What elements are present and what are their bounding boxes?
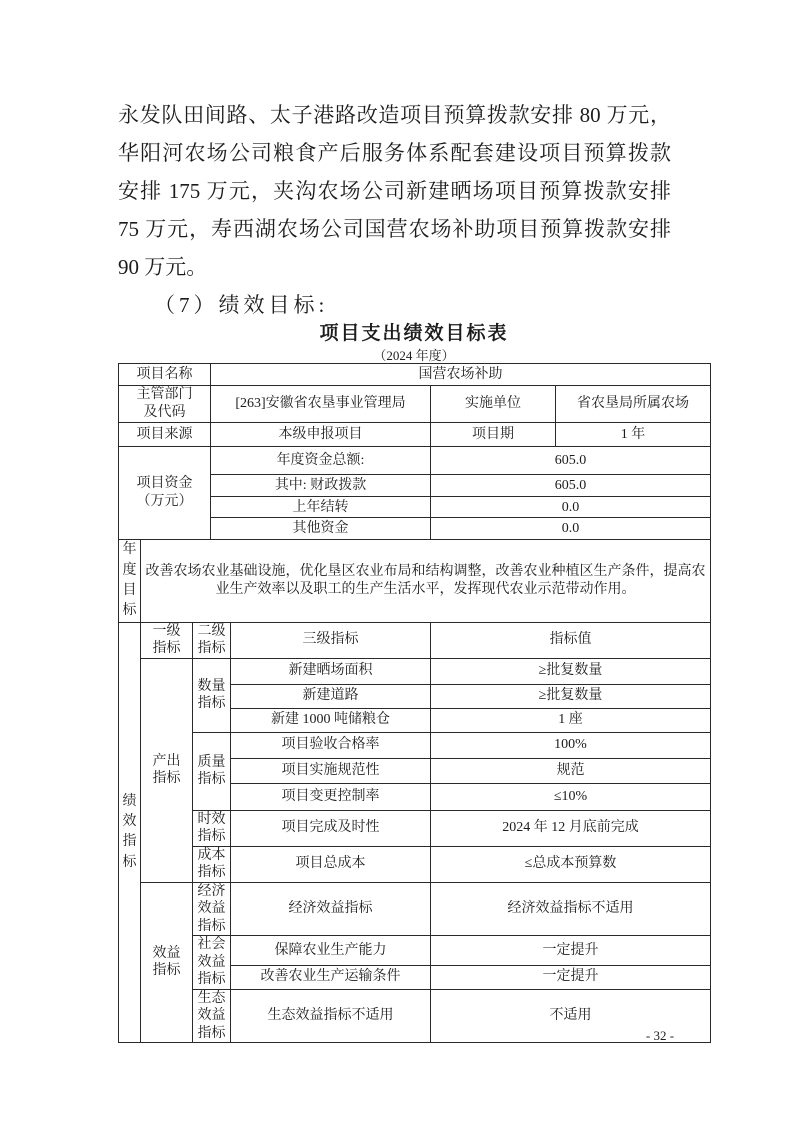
paragraph-line: 75 万元，寿西湖农场公司国营农场补助项目预算拨款安排 xyxy=(118,217,671,241)
indicator-value-cell: ≤10% xyxy=(431,783,711,810)
annual-goal-text-cell: 改善农场农业基础设施，优化垦区农业布局和结构调整，改善农业种植区生产条件，提高农业生产效率以及职工的生产生活水平，发挥现代农业示范带动作用。 xyxy=(141,540,711,622)
indicator-name-cell: 新建晒场面积 xyxy=(231,658,431,684)
level2-ecological-cell xyxy=(193,989,231,1043)
header-level2-cell xyxy=(193,622,231,658)
indicator-name-cell: 生态效益指标不适用 xyxy=(231,989,431,1043)
source-label-cell: 项目来源 xyxy=(119,423,211,447)
level1-benefit: 效益指标 xyxy=(152,945,181,979)
level2-time: 时效指标 xyxy=(197,811,226,845)
level2-quality-cell xyxy=(193,732,231,810)
indicator-value-cell: 经济效益指标不适用 xyxy=(431,882,711,936)
header-level2: 二级指标 xyxy=(197,623,226,657)
table-row xyxy=(119,936,711,965)
level2-quantity-cell xyxy=(193,658,231,732)
funds-item-value-cell: 605.0 xyxy=(431,475,711,497)
indicator-value-cell: 1 座 xyxy=(431,708,711,732)
indicator-value-cell: ≥批复数量 xyxy=(431,684,711,708)
table-row xyxy=(119,386,711,423)
indicator-value-cell: 规范 xyxy=(431,758,711,783)
header-level3-cell: 三级指标 xyxy=(231,622,431,658)
indicator-name-cell: 项目总成本 xyxy=(231,846,431,882)
table-row xyxy=(119,846,711,882)
indicator-value-cell: 不适用 xyxy=(431,989,711,1043)
level2-cost: 成本指标 xyxy=(197,847,226,881)
indicator-name-cell: 项目验收合格率 xyxy=(231,732,431,758)
table-row xyxy=(119,364,711,386)
header-level1-cell xyxy=(141,622,193,658)
funds-item-name-cell: 其他资金 xyxy=(211,518,431,540)
funds-item-value-cell: 0.0 xyxy=(431,497,711,518)
paragraph-line: 90 万元。 xyxy=(118,255,208,279)
level2-ecological: 生态效益指标 xyxy=(197,990,226,1041)
funds-label-cell xyxy=(119,447,211,540)
impl-value-cell: 省农垦局所属农场 xyxy=(556,386,711,423)
annual-goal-label: 年度目标 xyxy=(122,542,137,619)
dept-value-cell: [263]安徽省农垦事业管理局 xyxy=(211,386,431,423)
table-row xyxy=(119,658,711,684)
period-label-cell: 项目期 xyxy=(431,423,556,447)
funds-label: 项目资金（万元） xyxy=(136,476,193,510)
indicator-value-cell: ≤总成本预算数 xyxy=(431,846,711,882)
indicator-name-cell: 项目实施规范性 xyxy=(231,758,431,783)
level2-cost-cell xyxy=(193,846,231,882)
annual-goal-label-cell xyxy=(119,540,141,622)
project-name-value-cell: 国营农场补助 xyxy=(211,364,711,386)
indicator-value-cell: 100% xyxy=(431,732,711,758)
page-number: - 32 - xyxy=(645,1028,675,1043)
funds-item-name-cell: 年度资金总额: xyxy=(211,447,431,475)
level1-benefit-cell xyxy=(141,882,193,1043)
section-heading: （7）绩效目标: xyxy=(154,293,329,317)
table-row xyxy=(119,732,711,758)
table-row xyxy=(119,540,711,622)
project-name-label-cell: 项目名称 xyxy=(119,364,211,386)
level1-output-cell xyxy=(141,658,193,882)
indicator-name-cell: 新建道路 xyxy=(231,684,431,708)
funds-item-value-cell: 0.0 xyxy=(431,518,711,540)
level2-social-cell xyxy=(193,936,231,990)
indicator-value-cell: 一定提升 xyxy=(431,936,711,965)
performance-target-table xyxy=(118,363,711,1043)
indicator-value-cell: 2024 年 12 月底前完成 xyxy=(431,810,711,846)
funds-item-name-cell: 其中: 财政拨款 xyxy=(211,475,431,497)
impl-label-cell: 实施单位 xyxy=(431,386,556,423)
perf-side-label-cell xyxy=(119,622,141,1043)
funds-item-name-cell: 上年结转 xyxy=(211,497,431,518)
level2-economic: 经济效益指标 xyxy=(197,883,226,934)
level2-quantity: 数量指标 xyxy=(197,678,226,712)
body-paragraph xyxy=(118,96,671,286)
paragraph-line: 华阳河农场公司粮食产后服务体系配套建设项目预算拨款 xyxy=(118,141,671,165)
level2-economic-cell xyxy=(193,882,231,936)
source-value-cell: 本级申报项目 xyxy=(211,423,431,447)
indicator-name-cell: 保障农业生产能力 xyxy=(231,936,431,965)
table-title: 项目支出绩效目标表 xyxy=(319,323,509,344)
table-subtitle: （2024 年度） xyxy=(373,348,455,363)
header-level1: 一级指标 xyxy=(152,623,181,657)
perf-side-label: 绩效指标 xyxy=(122,793,137,870)
indicator-name-cell: 新建 1000 吨储粮仓 xyxy=(231,708,431,732)
level2-quality: 质量指标 xyxy=(197,754,226,788)
table-row xyxy=(119,423,711,447)
indicator-name-cell: 经济效益指标 xyxy=(231,882,431,936)
paragraph-line: 永发队田间路、太子港路改造项目预算拨款安排 80 万元， xyxy=(118,103,671,127)
funds-item-value-cell: 605.0 xyxy=(431,447,711,475)
indicator-name-cell: 改善农业生产运输条件 xyxy=(231,965,431,989)
table-row xyxy=(119,882,711,936)
indicator-name-cell: 项目变更控制率 xyxy=(231,783,431,810)
dept-label: 主管部门及代码 xyxy=(136,387,193,421)
level1-output: 产出指标 xyxy=(152,753,181,787)
table-row xyxy=(119,447,711,475)
level2-time-cell xyxy=(193,810,231,846)
header-value-cell: 指标值 xyxy=(431,622,711,658)
period-value-cell: 1 年 xyxy=(556,423,711,447)
table-row xyxy=(119,810,711,846)
table-row xyxy=(119,622,711,658)
indicator-name-cell: 项目完成及时性 xyxy=(231,810,431,846)
indicator-value-cell: 一定提升 xyxy=(431,965,711,989)
indicator-value-cell: ≥批复数量 xyxy=(431,658,711,684)
dept-label-cell xyxy=(119,386,211,423)
paragraph-line: 安排 175 万元，夹沟农场公司新建晒场项目预算拨款安排 xyxy=(118,179,671,203)
level2-social: 社会效益指标 xyxy=(197,937,226,988)
